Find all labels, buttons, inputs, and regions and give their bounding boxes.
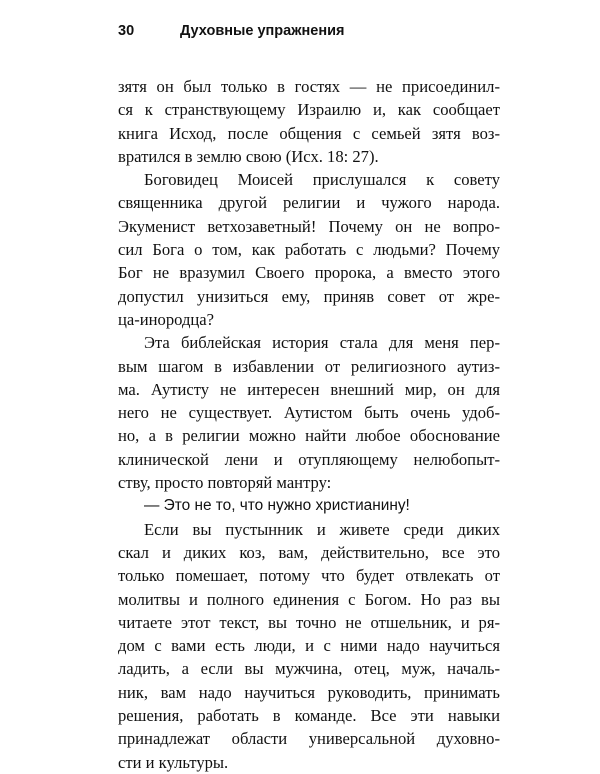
- text-line: сти и культуры.: [118, 752, 229, 772]
- running-head: [118, 20, 498, 42]
- text-line: допустил унизиться ему, приняв совет от жре-: [118, 286, 500, 306]
- text-line: Экуменист ветхозаветный! Почему он не вопро-: [118, 216, 500, 236]
- text-line: сил Бога о том, как работать с людьми? Почему: [118, 240, 500, 260]
- text-line: Бог не вразумил Своего пророка, а вместо этого: [118, 263, 500, 283]
- text-line: Эта библейская история стала для меня пер-: [144, 333, 500, 353]
- text-line: вым шагом в избавлении от религиозного аутиз-: [118, 356, 500, 376]
- text-line: Боговидец Моисей прислушался к совету: [144, 170, 500, 190]
- body-text: [118, 75, 500, 774]
- text-line: решения, работать в команде. Все эти навыки: [118, 706, 500, 726]
- text-line: ся к странствующему Израилю и, как сообщает: [118, 100, 500, 120]
- text-line: священника другой религии и чужого народа.: [118, 193, 500, 213]
- text-line: ству, просто повторяй мантру:: [118, 473, 332, 493]
- text-line: книга Исход, после общения с семьей зятя воз-: [118, 123, 500, 143]
- page-number: 30: [118, 23, 135, 39]
- running-title: Духовные упражнения: [180, 23, 345, 39]
- dialogue-line: — Это не то, что нужно христианину!: [144, 497, 410, 515]
- text-line: но, а в религии можно найти любое обоснование: [118, 426, 500, 446]
- text-line: зятя он был только в гостях — не присоединил-: [118, 77, 500, 96]
- text-line: ма. Аутисту не интересен внешний мир, он для: [118, 379, 500, 399]
- text-line: молитвы и полного единения с Богом. Но раз вы: [118, 589, 500, 609]
- text-line: него не существует. Аутистом быть очень удоб-: [118, 403, 500, 423]
- text-line: ладить, а если вы мужчина, отец, муж, началь-: [118, 659, 500, 679]
- text-line: скал и диких коз, вам, действительно, все это: [118, 542, 500, 562]
- text-line: только помешает, потому что будет отвлекать от: [118, 566, 500, 586]
- text-line: клинической лени и отупляющему нелюбопыт-: [118, 449, 500, 469]
- text-line: принадлежат области универсальной духовно-: [118, 729, 500, 749]
- text-line: вратился в землю свою (Исх. 18: 27).: [118, 146, 379, 166]
- text-line: Если вы пустынник и живете среди диких: [144, 519, 500, 539]
- text-line: ца-инородца?: [118, 309, 214, 329]
- text-line: дом с вами есть люди, и с ними надо научиться: [118, 636, 500, 656]
- text-line: читаете этот текст, вы точно не отшельник, и ря-: [118, 612, 500, 632]
- text-line: ник, вам надо научиться руководить, принимать: [118, 682, 500, 702]
